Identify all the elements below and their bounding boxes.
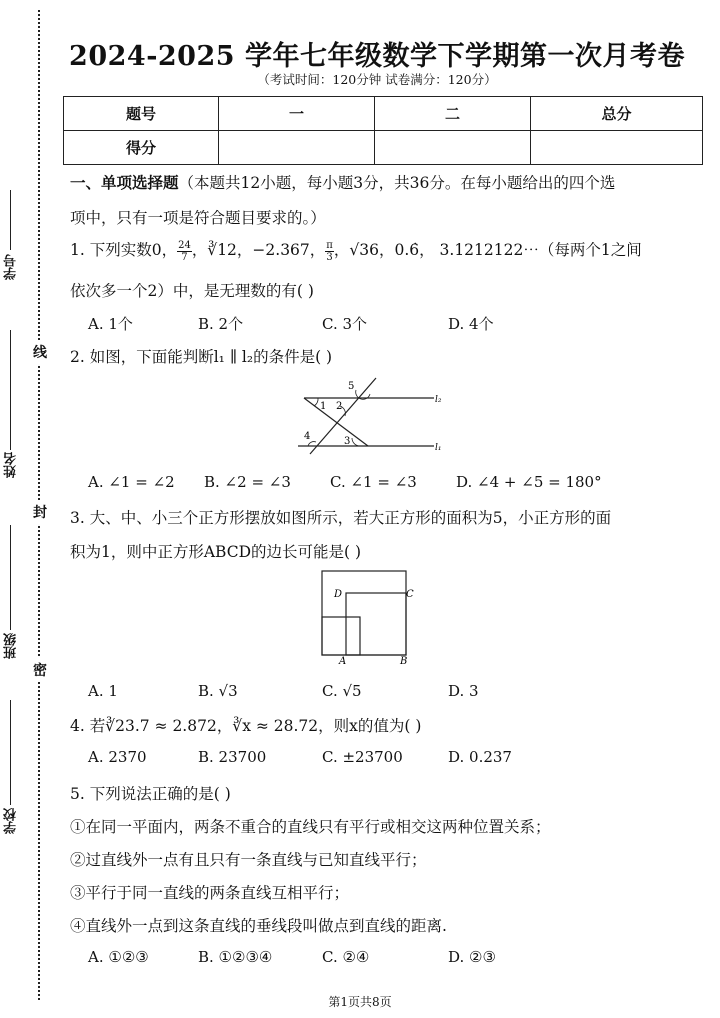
seal-char-xian: 线 <box>33 340 47 364</box>
q5-option-c[interactable]: C. ②④ <box>322 948 370 966</box>
q2-option-b[interactable]: B. ∠2 = ∠3 <box>204 473 291 491</box>
q4-option-b[interactable]: B. 23700 <box>198 748 267 766</box>
q1-stem-line2: 依次多一个2）中，是无理数的有( ) <box>70 282 314 300</box>
score-header-cell: 一 <box>219 97 375 131</box>
class-label: 班级 <box>4 633 19 659</box>
student-id-label: 学号 <box>4 254 19 280</box>
page-footer: 第1页共8页 <box>328 995 392 1009</box>
score-header-cell: 题号 <box>64 97 219 131</box>
q3-option-a[interactable]: A. 1 <box>88 682 118 700</box>
q3-option-d[interactable]: D. 3 <box>448 682 479 700</box>
q1-fraction <box>177 240 192 263</box>
q5-statement-4: ④直线外一点到这条直线的垂线段叫做点到直线的距离. <box>70 917 447 935</box>
q5-statement-1: ①在同一平面内，两条不重合的直线只有平行或相交这两种位置关系； <box>70 818 551 836</box>
score-header-cell: 总分 <box>531 97 703 131</box>
q2-option-c[interactable]: C. ∠1 = ∠3 <box>330 473 417 491</box>
school-label: 学校 <box>4 808 19 834</box>
medium-square-abcd <box>346 593 406 655</box>
score-cell-empty[interactable] <box>219 131 375 165</box>
q1-frac-den: 7 <box>181 251 188 263</box>
small-square <box>322 617 360 655</box>
q2-option-d[interactable]: D. ∠4 + ∠5 = 180° <box>456 473 602 491</box>
large-square <box>322 571 406 655</box>
section-heading: 一、单项选择题 <box>70 173 179 192</box>
label-a: A <box>339 656 347 667</box>
student-id-underline <box>10 190 11 250</box>
section-heading-line <box>70 171 615 193</box>
q3-stem-line1: 3. 大、中、小三个正方形摆放如图所示，若大正方形的面积为5，小正方形的面 <box>70 509 612 527</box>
label-l1: l₁ <box>435 443 442 453</box>
q3-option-b[interactable]: B. √3 <box>198 682 238 700</box>
q5-option-b[interactable]: B. ①②③④ <box>198 948 273 966</box>
angle-arc-1 <box>314 398 318 406</box>
q1-option-a[interactable]: A. 1个 <box>88 315 133 333</box>
q1-part3: ，√36，0.6̇， 3.1212122⋯（每两个1之间 <box>333 241 642 259</box>
q1-pi-fraction <box>325 240 334 263</box>
q3-option-c[interactable]: C. √5 <box>322 682 362 700</box>
q5-option-d[interactable]: D. ②③ <box>448 948 496 966</box>
q1-part2: ，∛12，−2.367， <box>191 241 326 259</box>
q4-option-c[interactable]: C. ±23700 <box>322 748 403 766</box>
school-underline <box>10 700 11 805</box>
q1-prefix: 1. 下列实数0， <box>70 241 178 259</box>
label-d: D <box>334 589 343 600</box>
q1-option-d[interactable]: D. 4个 <box>448 315 494 333</box>
score-cell-empty[interactable] <box>531 131 703 165</box>
transversal-b <box>310 378 376 454</box>
label-b: B <box>400 656 408 667</box>
name-underline <box>10 330 11 450</box>
label-angle-1: 1 <box>320 401 327 412</box>
section-desc: （本题共12小题，每小题3分，共36分。在每小题给出的四个选 <box>178 174 616 192</box>
label-angle-2: 2 <box>336 401 343 412</box>
q4-option-a[interactable]: A. 2370 <box>88 748 147 766</box>
q1-option-b[interactable]: B. 2个 <box>198 315 244 333</box>
score-header-cell: 二 <box>375 97 531 131</box>
q3-squares-figure <box>310 565 420 667</box>
label-l2: l₂ <box>435 395 442 405</box>
label-c: C <box>406 589 414 600</box>
q4-option-d[interactable]: D. 0.237 <box>448 748 512 766</box>
q1-pi-num: π <box>326 239 333 251</box>
q5-statement-2: ②过直线外一点有且只有一条直线与已知直线平行； <box>70 851 427 869</box>
seal-char-feng: 封 <box>33 500 47 524</box>
label-angle-4: 4 <box>304 431 311 442</box>
q1-pi-den: 3 <box>326 251 333 263</box>
q2-parallel-lines-figure <box>290 376 450 456</box>
q5-option-a[interactable]: A. ①②③ <box>88 948 149 966</box>
score-table <box>63 96 703 165</box>
score-table-score-row <box>64 131 703 165</box>
seal-char-mi: 密 <box>33 658 47 682</box>
score-cell-empty[interactable] <box>375 131 531 165</box>
q1-frac-num: 24 <box>178 239 191 251</box>
exam-subtitle: （考试时间：120分钟 试卷满分：120分） <box>257 72 497 87</box>
q1-option-c[interactable]: C. 3个 <box>322 315 368 333</box>
section-desc-line2: 项中，只有一项是符合题目要求的。） <box>70 209 326 227</box>
angle-arc-4 <box>308 442 316 446</box>
score-table-header-row <box>64 97 703 131</box>
q4-stem: 4. 若∛23.7 ≈ 2.872，∛x ≈ 28.72，则x的值为( ) <box>70 717 422 735</box>
q3-stem-line2: 积为1，则中正方形ABCD的边长可能是( ) <box>70 543 362 561</box>
label-angle-3: 3 <box>344 436 351 447</box>
exam-title: 2024-2025 学年七年级数学下学期第一次月考卷 <box>69 41 685 72</box>
score-row-label: 得分 <box>64 131 219 165</box>
q2-option-a[interactable]: A. ∠1 = ∠2 <box>88 473 175 491</box>
label-angle-5: 5 <box>348 381 355 392</box>
name-label: 姓名 <box>4 452 19 478</box>
q5-statement-3: ③平行于同一直线的两条直线互相平行； <box>70 884 350 902</box>
class-underline <box>10 525 11 630</box>
q5-stem: 5. 下列说法正确的是( ) <box>70 785 231 803</box>
q1-stem-line1 <box>70 238 642 263</box>
q2-stem: 2. 如图，下面能判断l₁ ∥ l₂的条件是( ) <box>70 348 333 366</box>
